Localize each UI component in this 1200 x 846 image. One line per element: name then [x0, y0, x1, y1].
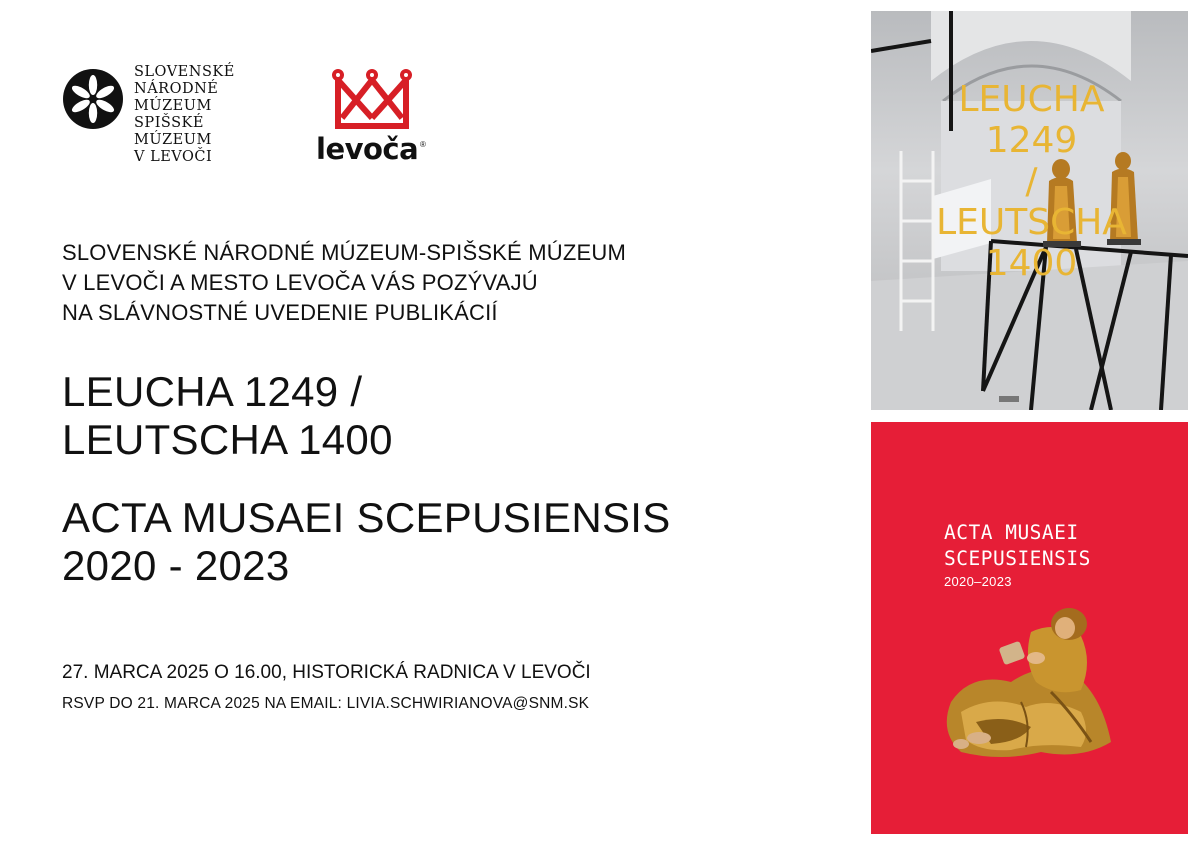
publication-title-acta	[62, 494, 671, 590]
acta-cover	[871, 422, 1188, 834]
leucha-cover-image	[871, 11, 1188, 410]
publication-title-leucha	[62, 368, 393, 464]
snm-logo	[62, 62, 262, 182]
acta-cover-title	[944, 520, 1091, 572]
acta-cover-years: 2020–2023	[944, 574, 1012, 589]
intro-line: NA SLÁVNOSTNÉ UVEDENIE PUBLIKÁCIÍ	[62, 300, 498, 325]
snm-logo-line: MÚZEUM	[134, 132, 212, 148]
snm-logo-line: V LEVOČI	[134, 149, 213, 165]
snm-logo-line: NÁRODNÉ	[134, 81, 219, 97]
snm-flower-emblem-icon	[62, 68, 124, 130]
cover-title-line: /	[1025, 161, 1038, 202]
publication-title-line: ACTA MUSAEI SCEPUSIENSIS	[62, 494, 671, 541]
cover-title-line: 1400	[985, 243, 1078, 284]
snm-logo-line: MÚZEUM	[134, 98, 212, 114]
intro-line: V LEVOČI A MESTO LEVOČA VÁS POZÝVAJÚ	[62, 270, 538, 295]
snm-logo-line: SLOVENSKÉ	[134, 64, 235, 80]
leucha-cover-title	[909, 79, 1154, 284]
cover-title-line: 1249	[985, 120, 1078, 161]
cover-title-line: ACTA MUSAEI	[944, 521, 1079, 544]
registered-mark: ®	[420, 140, 426, 149]
publication-title-line: 2020 - 2023	[62, 542, 290, 589]
snm-logo-line: SPIŠSKÉ	[134, 115, 204, 131]
cover-title-line: SCEPUSIENSIS	[944, 547, 1091, 570]
publication-title-line: LEUTSCHA 1400	[62, 416, 393, 463]
rsvp-info: RSVP DO 21. MARCA 2025 NA EMAIL: LIVIA.SCHWIRIANOVA@SNM.SK	[62, 695, 590, 712]
publication-title-line: LEUCHA 1249 /	[62, 368, 363, 415]
levoca-wordmark: levoča	[316, 132, 419, 166]
levoca-logo	[312, 68, 432, 172]
intro-line: SLOVENSKÉ NÁRODNÉ MÚZEUM-SPIŠSKÉ MÚZEUM	[62, 240, 626, 265]
snm-logo-text	[134, 64, 235, 166]
cover-title-line: LEUTSCHA	[936, 202, 1127, 243]
levoca-crown-icon	[332, 68, 412, 132]
event-date-place: 27. MARCA 2025 O 16.00, HISTORICKÁ RADNICA V LEVOČI	[62, 662, 591, 683]
invitation-intro	[62, 238, 626, 328]
cover-title-line: LEUCHA	[958, 79, 1105, 120]
gilded-saint-statue-image	[931, 602, 1121, 762]
